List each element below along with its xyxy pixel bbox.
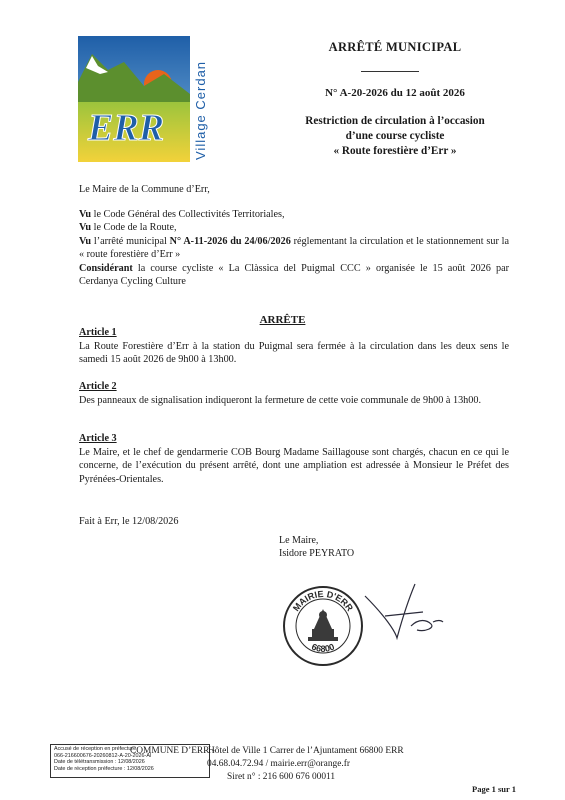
visa-block (79, 208, 509, 288)
decree-number: N° A-20-2026 du 12 août 2026 (325, 87, 465, 99)
title-divider (361, 71, 419, 72)
article-2-title: Article 2 (79, 381, 117, 392)
article-3-text: Le Maire, et le chef de gendarmerie COB Bourg Madame Saillagouse sont chargés, chacun en ce qui le concerne, de l’exécution du présent arrêté, dont une ampliation est adressée à Monsieur le Préfet des Pyrénées-Orientales. (79, 447, 509, 485)
receipt-line-4: Date de réception préfecture : 12/08/2026 (54, 765, 154, 772)
article-1-title: Article 1 (79, 327, 117, 338)
stamp-top-text: MAIRIE D'ERR (290, 588, 356, 614)
visa-2: Vu le Code de la Route, (79, 222, 177, 234)
visa-4: Considérant la course cycliste « La Clàssica del Puigmal CCC » organisée le 15 août 2026 par Cerdanya Cycling Culture (79, 262, 509, 288)
article-2-text: Des panneaux de signalisation indiqueront la fermeture de cette voie communale de 9h00 à 13h00. (79, 395, 481, 406)
village-logo (78, 36, 210, 162)
footer-siret: Siret n° : 216 600 676 00011 (227, 772, 336, 782)
footer-address: Hôtel de Ville 1 Carrer de l’Ajuntament 66800 ERR (208, 746, 404, 756)
footer-contact: 04.68.04.72.94 / mairie.err@orange.fr (207, 759, 350, 769)
page-number: Page 1 sur 1 (472, 784, 516, 794)
footer-commune: COMMUNE D’ERR - (130, 746, 215, 756)
receipt-line-2: 066-216600676-20260812-A-20-2026-AI (54, 752, 152, 759)
arrete-heading: ARRÊTE (259, 314, 306, 326)
mayor-name: Isidore PEYRATO (279, 548, 355, 559)
logo-text: ERR (88, 107, 165, 149)
mairie-stamp (282, 585, 364, 667)
visa-3: Vu l’arrêté municipal N° A-11-2026 du 24/06/2026 réglementant la circulation et le stationnement sur la « route forestière d’Err » (79, 235, 509, 261)
subject-line-1: Restriction de circulation à l’occasion (305, 115, 485, 127)
article-1-text: La Route Forestière d’Err à la station du Puigmal sera fermée à la circulation dans les deux sens le samedi 15 août 2026 de 9h00 à 13h00. (79, 341, 509, 366)
article-3-title: Article 3 (79, 433, 117, 444)
receipt-line-3: Date de télétransmission : 12/08/2026 (54, 759, 145, 766)
svg-text:Village Cerdan: Village Cerdan (193, 60, 208, 160)
decree-subject (285, 114, 505, 159)
done-at: Fait à Err, le 12/08/2026 (79, 516, 179, 527)
intro-line: Le Maire de la Commune d’Err, (79, 184, 210, 195)
subject-line-2: d’une course cycliste (345, 130, 445, 142)
stamp-bottom-text: 66800 (310, 641, 336, 654)
subject-line-3: « Route forestière d’Err » (333, 145, 457, 157)
visa-1: Vu le Code Général des Collectivités Territoriales, (79, 209, 285, 220)
handwritten-signature (355, 576, 445, 646)
document-title: ARRÊTÉ MUNICIPAL (328, 40, 462, 54)
receipt-line-1: Accusé de réception en préfecture (54, 746, 137, 752)
mayor-role: Le Maire, (279, 535, 319, 546)
